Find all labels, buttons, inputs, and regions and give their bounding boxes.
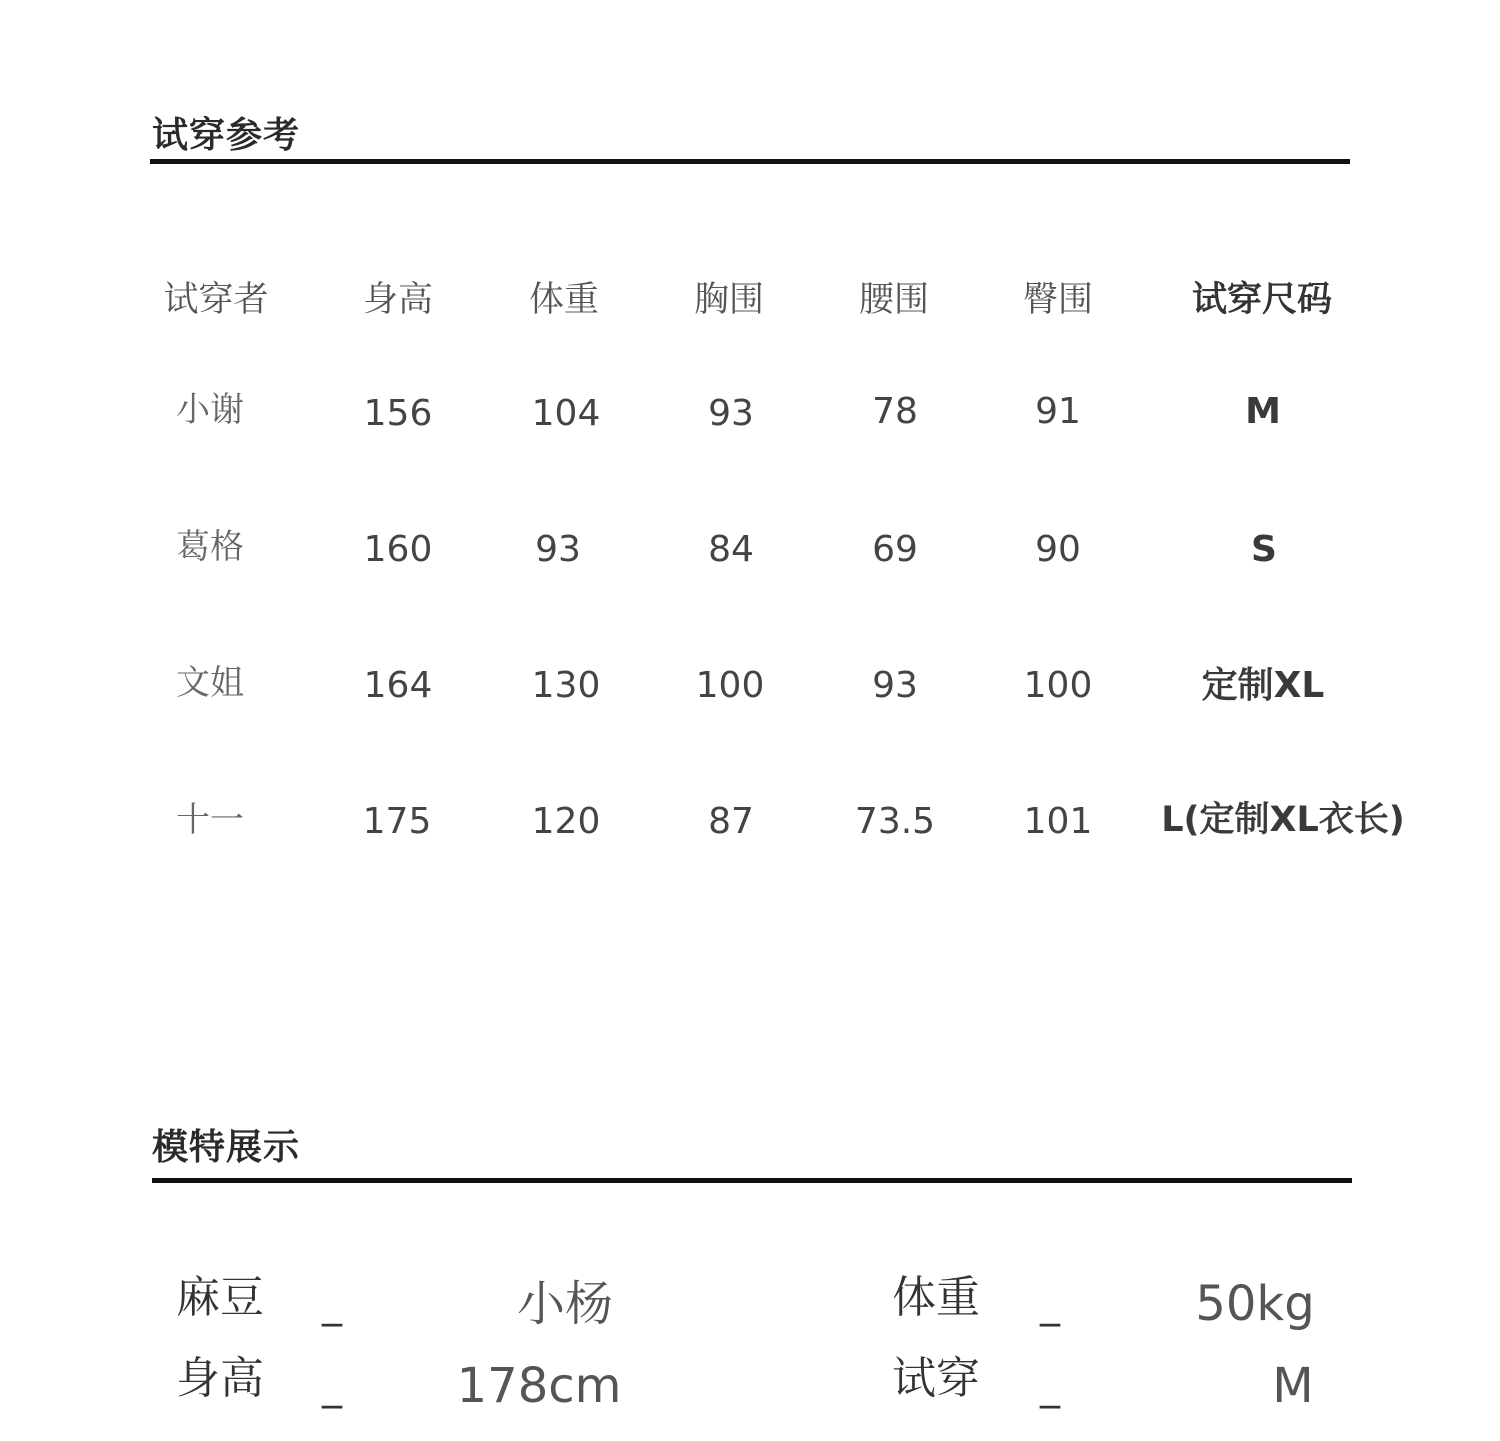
- fit-size-value: 定制XL: [1201, 665, 1325, 706]
- bust-value: 100: [695, 665, 765, 706]
- hip-value: 101: [1023, 801, 1093, 842]
- tester-name: 葛格: [176, 527, 244, 567]
- model-name-value: 小杨: [516, 1276, 614, 1332]
- model-name-label: 麻豆: [176, 1272, 264, 1323]
- fit-section-title: 试穿参考: [152, 115, 301, 156]
- model-height-separator: _: [322, 1363, 342, 1409]
- height-value: 156: [363, 393, 433, 434]
- hip-value: 100: [1023, 665, 1093, 706]
- bust-value: 87: [708, 801, 754, 842]
- model-section-title: 模特展示: [152, 1127, 301, 1168]
- tester-name: 文姐: [176, 663, 244, 703]
- height-value: 160: [363, 529, 433, 570]
- header-bust: 胸围: [693, 280, 765, 320]
- bust-value: 93: [708, 393, 754, 434]
- model-weight-label: 体重: [892, 1272, 980, 1323]
- hip-value: 91: [1035, 391, 1081, 432]
- waist-value: 73.5: [854, 801, 936, 842]
- weight-value: 104: [531, 393, 601, 434]
- model-height-label: 身高: [176, 1353, 264, 1404]
- model-name-separator: _: [322, 1281, 342, 1327]
- height-value: 164: [363, 665, 433, 706]
- model-weight-value: 50kg: [1195, 1276, 1315, 1332]
- model-section-divider: [152, 1178, 1352, 1183]
- model-height-value: 178cm: [456, 1358, 622, 1414]
- weight-value: 120: [531, 801, 601, 842]
- header-hip: 臀围: [1022, 280, 1094, 320]
- model-fit-label: 试穿: [892, 1353, 980, 1404]
- height-value: 175: [362, 801, 432, 842]
- fit-size-value: S: [1251, 529, 1277, 570]
- tester-name: 小谢: [176, 390, 244, 430]
- header-fit-size: 试穿尺码: [1191, 280, 1333, 320]
- weight-value: 130: [531, 665, 601, 706]
- tester-name: 十一: [176, 800, 244, 840]
- header-height: 身高: [362, 280, 434, 320]
- waist-value: 93: [872, 665, 918, 706]
- model-fit-separator: _: [1040, 1363, 1060, 1409]
- fit-size-value: M: [1245, 391, 1281, 432]
- bust-value: 84: [708, 529, 754, 570]
- weight-value: 93: [535, 529, 581, 570]
- model-fit-value: M: [1272, 1358, 1314, 1414]
- fit-size-value: L(定制XL衣长): [1161, 800, 1405, 840]
- waist-value: 69: [872, 529, 918, 570]
- header-tester: 试穿者: [163, 280, 269, 320]
- waist-value: 78: [872, 391, 918, 432]
- header-waist: 腰围: [858, 280, 930, 320]
- hip-value: 90: [1035, 529, 1081, 570]
- header-weight: 体重: [528, 280, 600, 320]
- model-weight-separator: _: [1040, 1281, 1060, 1327]
